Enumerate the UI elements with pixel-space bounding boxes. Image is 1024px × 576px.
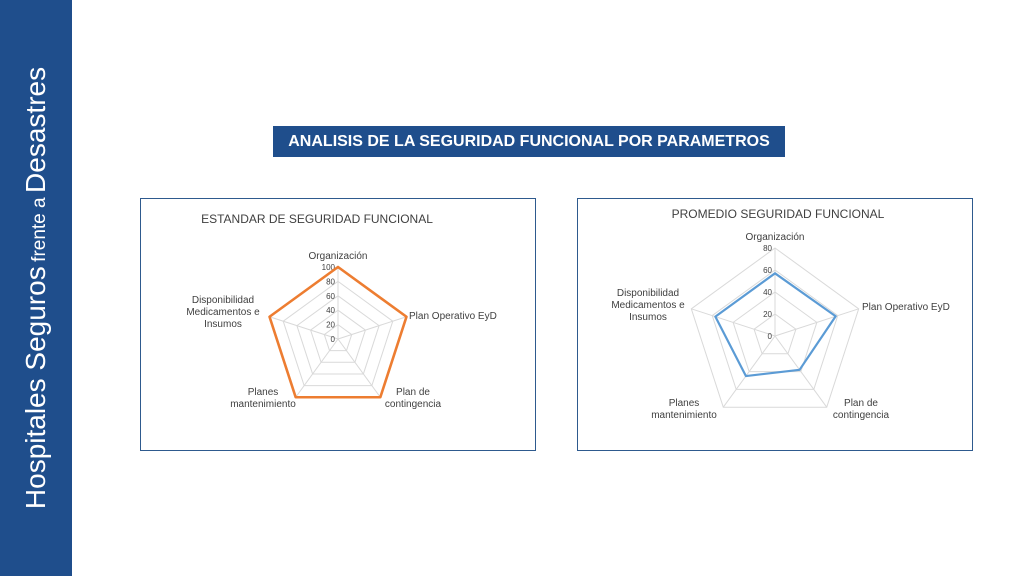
category-label: Plan de contingencia: [384, 387, 442, 410]
banner-text: ANALISIS DE LA SEGURIDAD FUNCIONAL POR PARAMETROS: [288, 132, 770, 150]
tick-label: 40: [326, 306, 335, 316]
chart-title: ESTANDAR DE SEGURIDAD FUNCIONAL: [201, 212, 433, 226]
sidebar-title-part1: Hospitales Seguros: [20, 266, 51, 510]
tick-label: 0: [330, 335, 335, 344]
category-label: Plan de contingencia: [832, 398, 890, 421]
sidebar-title-part3: Desastres: [20, 66, 51, 193]
tick-label: 80: [326, 277, 335, 287]
category-label: Plan Operativo EyD: [409, 311, 497, 322]
section-banner: [273, 126, 785, 157]
tick-label: 0: [767, 332, 772, 341]
category-label: Plan Operativo EyD: [862, 302, 950, 313]
radar-chart-average-svg: [578, 199, 972, 450]
category-label: Disponibilidad Medicamentos e Insumos: [611, 288, 685, 323]
chart-title: PROMEDIO SEGURIDAD FUNCIONAL: [671, 207, 885, 221]
tick-label: 20: [326, 320, 335, 330]
tick-label: 40: [763, 288, 772, 297]
radar-chart-standard-svg: [141, 199, 535, 450]
category-label: Organización: [308, 251, 368, 262]
radar-chart-average: [577, 198, 973, 451]
category-label: Planes mantenimiento: [651, 398, 717, 421]
sidebar-title-part2: frente a: [29, 197, 50, 262]
radar-chart-standard: [140, 198, 536, 451]
tick-label: 80: [763, 244, 772, 253]
sidebar: [0, 0, 72, 576]
tick-label: 60: [326, 291, 335, 301]
category-label: Organización: [745, 232, 805, 243]
tick-label: 100: [321, 263, 335, 272]
category-label: Planes mantenimiento: [230, 387, 296, 410]
tick-label: 60: [763, 266, 772, 275]
sidebar-title: [20, 67, 52, 509]
category-label: Disponibilidad Medicamentos e Insumos: [186, 295, 260, 330]
grid-spoke: [775, 309, 859, 336]
tick-label: 20: [763, 310, 772, 319]
